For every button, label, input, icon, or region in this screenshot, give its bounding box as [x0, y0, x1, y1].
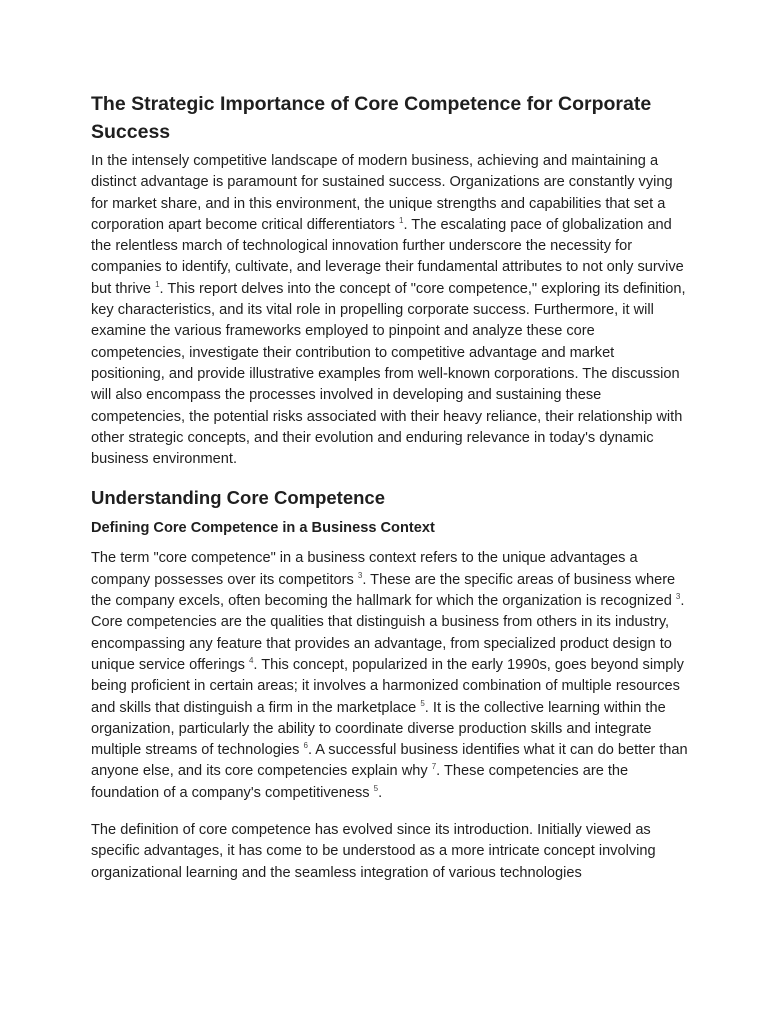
- footnote-reference[interactable]: 1: [155, 279, 160, 289]
- footnote-reference[interactable]: 7: [431, 762, 437, 772]
- footnote-reference[interactable]: 1: [398, 215, 404, 225]
- footnote-reference[interactable]: 5: [420, 698, 425, 708]
- subsection-heading: Defining Core Competence in a Business Context: [91, 520, 435, 537]
- paragraph-text: . These competencies are the foundation of a company's competitiveness: [91, 763, 629, 801]
- paragraph-text: . These are the specific areas of business where the company excels, often becoming the hallmark for which the organization is recognized: [91, 571, 676, 610]
- document-page: [91, 90, 691, 884]
- paragraph-text: The definition of core competence has evolved since its introduction. Initially viewed as specific advantages, it has come to be understood as a more intricate concept involving organizational learning and the seamless integration of various technologies: [91, 822, 656, 881]
- intro-paragraph: [91, 151, 691, 470]
- paragraph-text: .: [378, 784, 383, 801]
- section-heading: Understanding Core Competence: [91, 487, 385, 509]
- paragraph-text: In the intensely competitive landscape of modern business, achieving and maintaining a distinct advantage is paramount for sustained success. Organizations are constantly vying for market share, and in this environment, the unique strengths and capabilities that set a corporation apart become critical differentiators: [91, 153, 673, 233]
- footnote-reference[interactable]: 6: [303, 741, 308, 751]
- footnote-reference[interactable]: 3: [357, 570, 363, 580]
- definition-paragraph: [91, 548, 691, 804]
- document-title: The Strategic Importance of Core Competence for Corporate Success: [91, 93, 652, 143]
- paragraph-text: . It is the collective learning within the organization, particularly the ability to coordinate diverse production skills and integrate multiple streams of technologies: [91, 699, 666, 759]
- paragraph-text: . Core competencies are the qualities that distinguish a business from others in its industry, encompassing any feature that provides an advantage, from specialized product design to unique service offerings: [91, 593, 685, 673]
- paragraph-text: . This report delves into the concept of "core competence," exploring its definition, key characteristics, and its vital role in propelling corporate success. Furthermore, it will examine the various frameworks employed to pinpoint and analyze these core competencies, investigate their contribution to competitive advantage and market positioning, and provide illustrative examples from well-known corporations. The discussion will also encompass the processes involved in developing and sustaining these competencies, the potential risks associated with their heavy reliance, their relationship with other strategic concepts, and their evolution and enduring relevance in today's dynamic business environment.: [91, 280, 686, 468]
- paragraph-text: . A successful business identifies what it can do better than anyone else, and its core competencies explain why: [91, 742, 688, 780]
- footnote-reference[interactable]: 5: [373, 783, 379, 793]
- paragraph-text: . The escalating pace of globalization and the relentless march of technological innovation further underscore the necessity for companies to identify, cultivate, and leverage their fundamental attributes to not only survive but thrive: [91, 216, 684, 297]
- footnote-reference[interactable]: 3: [675, 592, 681, 602]
- evolution-paragraph: [91, 820, 691, 884]
- paragraph-text: The term "core competence" in a business context refers to the unique advantages a company possesses over its competitors: [91, 550, 638, 588]
- footnote-reference[interactable]: 4: [248, 655, 254, 665]
- paragraph-text: . This concept, popularized in the early 1990s, goes beyond simply being proficient in certain areas; it involves a harmonized combination of multiple resources and skills that distinguish a firm in the marketplace: [91, 656, 684, 716]
